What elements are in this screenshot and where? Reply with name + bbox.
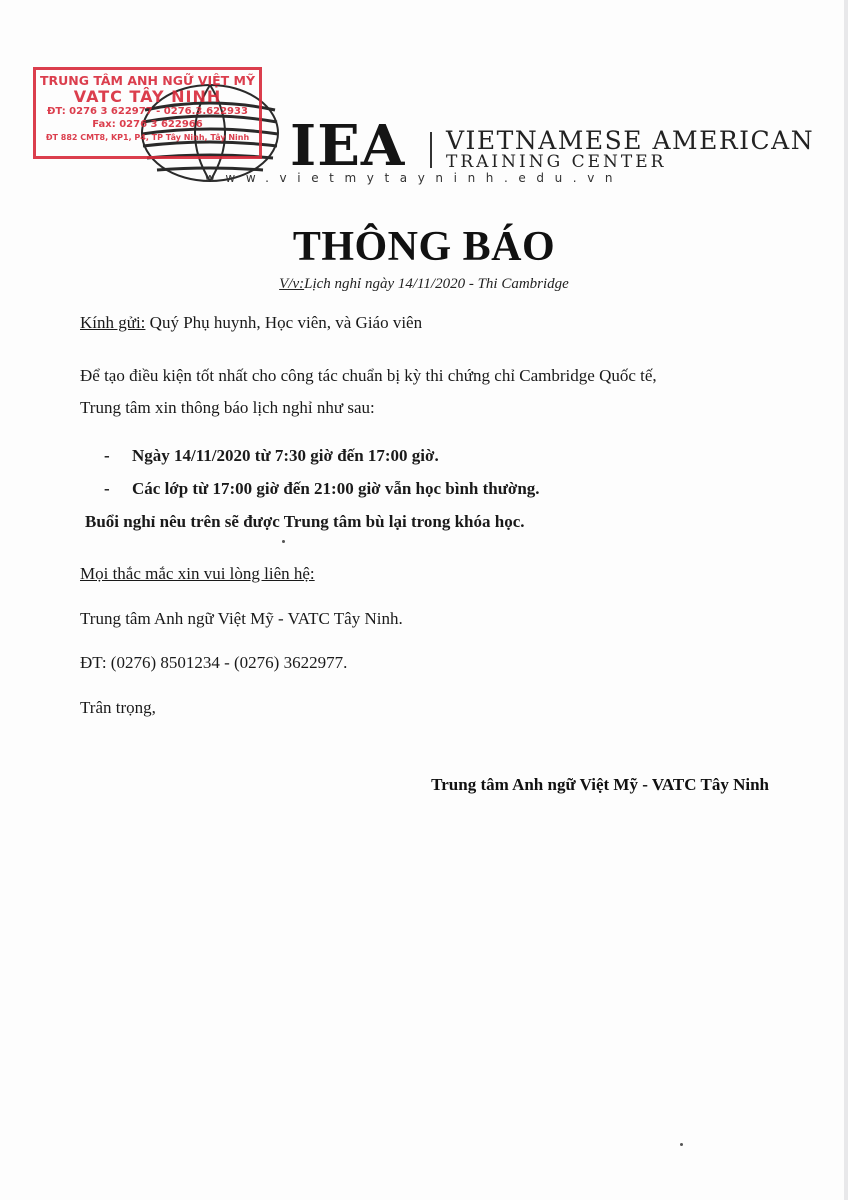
stamp-line: VATC TÂY NINH bbox=[73, 87, 222, 106]
logo-divider bbox=[430, 132, 432, 168]
letterhead bbox=[0, 0, 848, 200]
stamp-line: TRUNG TÂM ANH NGỮ VIỆT MỸ bbox=[39, 73, 256, 88]
closing: Trân trọng, bbox=[80, 698, 156, 717]
website-url: www.vietmytayninh.edu.vn bbox=[205, 171, 624, 185]
makeup-note: Buổi nghỉ nêu trên sẽ được Trung tâm bù lại trong khóa học. bbox=[85, 512, 525, 531]
scan-speck bbox=[680, 1143, 683, 1146]
list-item bbox=[80, 479, 540, 499]
intro-line: Trung tâm xin thông báo lịch nghỉ như sau: bbox=[80, 398, 375, 417]
intro-line: Để tạo điều kiện tốt nhất cho công tác chuẩn bị kỳ thi chứng chỉ Cambridge Quốc tế, bbox=[80, 366, 657, 385]
brand-name-line2: TRAINING CENTER bbox=[446, 152, 667, 172]
stamp-line: ĐT 882 CMT8, KP1, P4, TP Tây Ninh, Tây Ninh bbox=[45, 133, 250, 142]
greeting-text: Quý Phụ huynh, Học viên, và Giáo viên bbox=[145, 313, 423, 332]
notice-subject bbox=[0, 276, 848, 293]
logo-wordmark: IEA bbox=[290, 113, 406, 179]
notice-title: THÔNG BÁO bbox=[292, 224, 556, 270]
bullet-text: Ngày 14/11/2020 từ 7:30 giờ đến 17:00 giờ. bbox=[132, 446, 439, 465]
scan-speck bbox=[282, 540, 285, 543]
contact-center: Trung tâm Anh ngữ Việt Mỹ - VATC Tây Ninh. bbox=[80, 609, 403, 628]
subject-label: V/v: bbox=[279, 276, 305, 292]
greeting-label: Kính gửi: bbox=[80, 313, 146, 332]
signature: Trung tâm Anh ngữ Việt Mỹ - VATC Tây Ninh bbox=[431, 775, 769, 794]
greeting bbox=[80, 313, 422, 333]
contact-heading: Mọi thắc mắc xin vui lòng liên hệ: bbox=[80, 564, 315, 583]
subject-text: Lịch nghỉ ngày 14/11/2020 - Thi Cambridge bbox=[304, 276, 569, 292]
red-stamp bbox=[33, 67, 262, 159]
bullet-text: Các lớp từ 17:00 giờ đến 21:00 giờ vẫn học bình thường. bbox=[132, 479, 540, 498]
contact-phone: ĐT: (0276) 8501234 - (0276) 3622977. bbox=[80, 653, 348, 672]
list-item bbox=[80, 446, 439, 466]
bullet-marker: - bbox=[104, 479, 110, 498]
stamp-line: Fax: 0276 3 622966 bbox=[92, 119, 203, 130]
bullet-marker: - bbox=[104, 446, 110, 465]
brand-name-line1: VIETNAMESE AMERICAN bbox=[446, 126, 815, 155]
stamp-line: ĐT: 0276 3 622977 - 0276.3.622933 bbox=[47, 106, 248, 117]
